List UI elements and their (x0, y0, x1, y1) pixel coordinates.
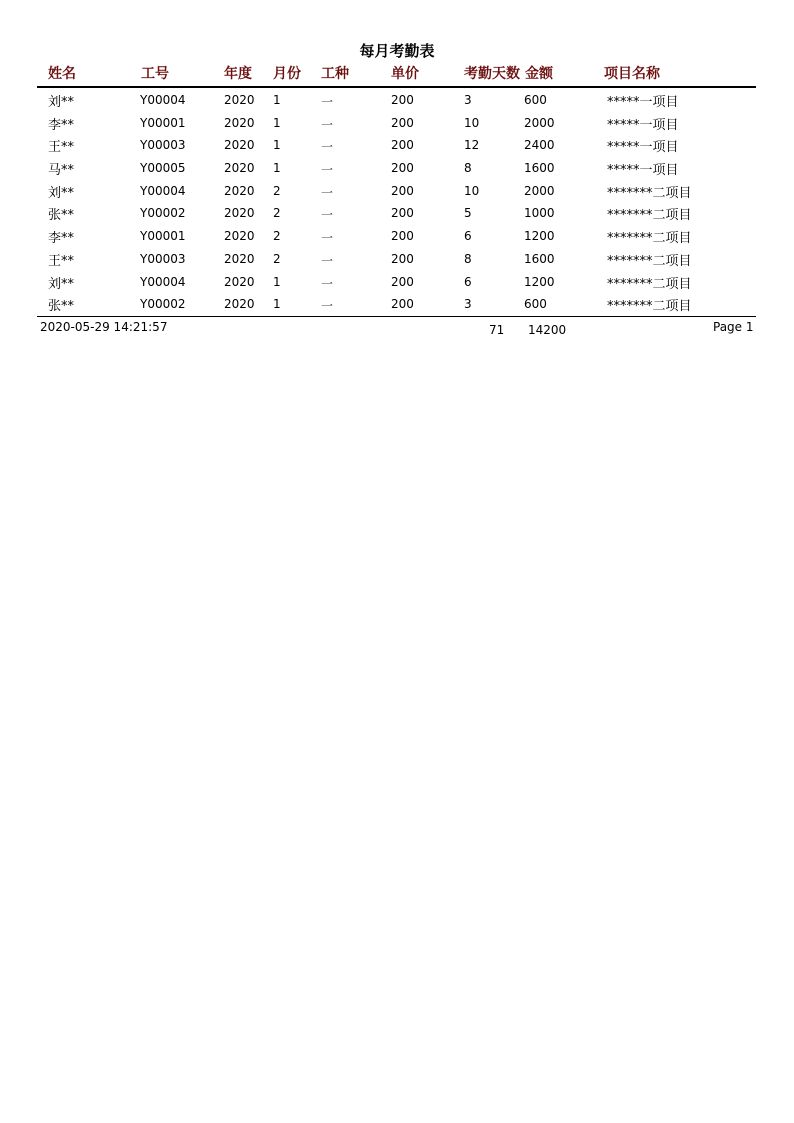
column-header-project: 项目名称 (604, 66, 660, 82)
table-row (0, 90, 794, 113)
cell-unit-price: 200 (391, 161, 414, 176)
cell-amount: 2000 (524, 183, 555, 198)
cell-amount: 2400 (524, 138, 555, 153)
column-header-month: 月份 (273, 66, 301, 82)
cell-year: 2020 (224, 93, 255, 107)
cell-unit-price: 200 (391, 138, 414, 153)
page-number: Page 1 (713, 320, 754, 334)
table-row (0, 135, 794, 158)
cell-unit-price: 200 (391, 297, 414, 312)
column-header-amount: 金额 (525, 66, 553, 82)
cell-name: 王** (48, 140, 75, 156)
total-days: 71 (489, 323, 505, 337)
cell-amount: 1600 (524, 161, 555, 176)
cell-amount: 1200 (524, 229, 555, 244)
cell-project-name: *****一项目 (607, 117, 679, 133)
cell-project-name: *****一项目 (607, 95, 679, 110)
cell-month: 1 (273, 115, 281, 130)
cell-amount: 600 (524, 297, 547, 312)
cell-amount: 600 (524, 93, 547, 107)
cell-amount: 2000 (524, 115, 555, 130)
cell-worktype: 一 (321, 253, 334, 268)
cell-year: 2020 (224, 138, 255, 153)
cell-attendance-days: 3 (464, 297, 472, 312)
cell-project-name: *******二项目 (607, 253, 692, 269)
cell-month: 2 (273, 183, 281, 198)
cell-project-name: *******二项目 (607, 208, 692, 224)
cell-unit-price: 200 (391, 183, 414, 198)
footer-divider (37, 316, 756, 317)
print-timestamp: 2020-05-29 14:21:57 (40, 320, 168, 334)
cell-attendance-days: 8 (464, 251, 472, 266)
cell-attendance-days: 6 (464, 274, 472, 289)
cell-employee-id: Y00001 (140, 229, 186, 244)
cell-worktype: 一 (321, 276, 334, 291)
cell-name: 马** (48, 163, 75, 179)
cell-employee-id: Y00003 (140, 251, 186, 266)
cell-attendance-days: 8 (464, 161, 472, 176)
cell-employee-id: Y00004 (140, 183, 186, 198)
cell-employee-id: Y00002 (140, 206, 186, 221)
cell-amount: 1200 (524, 274, 555, 289)
cell-name: 刘** (48, 185, 75, 201)
cell-project-name: *******二项目 (607, 185, 692, 201)
cell-month: 1 (273, 138, 281, 153)
cell-project-name: *******二项目 (607, 276, 692, 292)
column-header-worktype: 工种 (321, 66, 349, 82)
cell-employee-id: Y00001 (140, 115, 186, 130)
cell-name: 李** (48, 231, 75, 247)
cell-name: 王** (48, 253, 75, 269)
cell-worktype: 一 (321, 208, 334, 223)
table-row (0, 294, 794, 317)
table-row (0, 249, 794, 272)
cell-month: 1 (273, 161, 281, 176)
cell-attendance-days: 12 (464, 138, 480, 153)
cell-project-name: *****一项目 (607, 163, 679, 179)
cell-month: 2 (273, 206, 281, 221)
cell-worktype: 一 (321, 185, 334, 200)
cell-project-name: *****一项目 (607, 140, 679, 156)
cell-name: 张** (48, 299, 75, 315)
cell-unit-price: 200 (391, 115, 414, 130)
header-divider (37, 86, 756, 88)
column-header-days: 考勤天数 (464, 66, 520, 82)
cell-unit-price: 200 (391, 93, 414, 107)
cell-month: 1 (273, 297, 281, 312)
cell-unit-price: 200 (391, 206, 414, 221)
cell-attendance-days: 10 (464, 115, 480, 130)
cell-attendance-days: 5 (464, 206, 472, 221)
cell-attendance-days: 3 (464, 93, 472, 107)
cell-worktype: 一 (321, 140, 334, 155)
cell-employee-id: Y00004 (140, 93, 186, 107)
cell-name: 张** (48, 208, 75, 224)
cell-project-name: *******二项目 (607, 299, 692, 315)
cell-name: 刘** (48, 95, 75, 110)
total-amount: 14200 (528, 323, 567, 337)
table-row (0, 203, 794, 226)
column-header-name: 姓名 (48, 66, 76, 82)
cell-employee-id: Y00004 (140, 274, 186, 289)
cell-year: 2020 (224, 274, 255, 289)
cell-year: 2020 (224, 229, 255, 244)
column-header-id: 工号 (141, 66, 169, 82)
cell-year: 2020 (224, 251, 255, 266)
cell-name: 刘** (48, 276, 75, 292)
cell-employee-id: Y00005 (140, 161, 186, 176)
cell-month: 2 (273, 229, 281, 244)
cell-worktype: 一 (321, 117, 334, 132)
table-row (0, 158, 794, 181)
cell-unit-price: 200 (391, 274, 414, 289)
cell-employee-id: Y00002 (140, 297, 186, 312)
cell-month: 1 (273, 274, 281, 289)
column-header-row (0, 63, 794, 83)
cell-worktype: 一 (321, 231, 334, 246)
cell-year: 2020 (224, 206, 255, 221)
column-header-price: 单价 (391, 66, 419, 82)
cell-month: 1 (273, 93, 281, 107)
cell-year: 2020 (224, 115, 255, 130)
report-title: 每月考勤表 (359, 42, 435, 60)
cell-worktype: 一 (321, 95, 334, 109)
cell-worktype: 一 (321, 299, 334, 314)
cell-year: 2020 (224, 183, 255, 198)
cell-unit-price: 200 (391, 229, 414, 244)
cell-project-name: *******二项目 (607, 231, 692, 247)
table-row (0, 226, 794, 249)
cell-employee-id: Y00003 (140, 138, 186, 153)
table-row (0, 113, 794, 136)
data-table-body (0, 90, 794, 317)
table-row (0, 272, 794, 295)
cell-month: 2 (273, 251, 281, 266)
cell-name: 李** (48, 117, 75, 133)
cell-year: 2020 (224, 297, 255, 312)
cell-amount: 1000 (524, 206, 555, 221)
cell-year: 2020 (224, 161, 255, 176)
cell-worktype: 一 (321, 163, 334, 178)
cell-amount: 1600 (524, 251, 555, 266)
table-row (0, 181, 794, 204)
column-header-year: 年度 (224, 66, 252, 82)
cell-attendance-days: 6 (464, 229, 472, 244)
cell-attendance-days: 10 (464, 183, 480, 198)
cell-unit-price: 200 (391, 251, 414, 266)
